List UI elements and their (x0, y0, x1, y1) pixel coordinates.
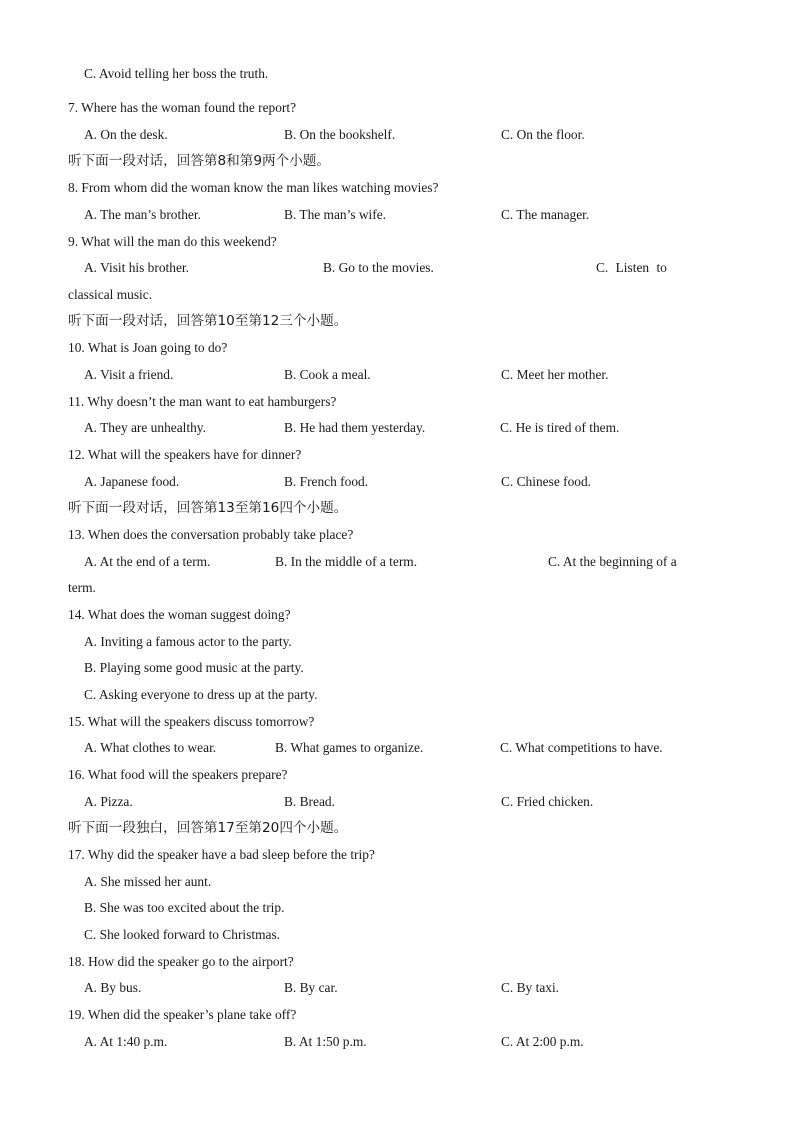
q19-option-c: C. At 2:00 p.m. (501, 1034, 584, 1049)
q13-option-b: B. In the middle of a term. (275, 554, 418, 569)
q9-option-c-wrap: classical music. (68, 287, 153, 302)
q10-option-c: C. Meet her mother. (501, 367, 609, 382)
q7-option-a: A. On the desk. (84, 127, 168, 142)
q16-option-a: A. Pizza. (84, 794, 133, 809)
q9-option-b: B. Go to the movies. (323, 260, 434, 275)
question-11: 11. Why doesn’t the man want to eat hamburgers? (68, 394, 337, 409)
q15-option-a: A. What clothes to wear. (84, 740, 217, 755)
q6-option-c: C. Avoid telling her boss the truth. (84, 66, 269, 81)
q15-option-b: B. What games to organize. (275, 740, 424, 755)
q17-option-b: B. She was too excited about the trip. (84, 900, 285, 915)
q19-option-a: A. At 1:40 p.m. (84, 1034, 168, 1049)
q9-option-a: A. Visit his brother. (84, 260, 189, 275)
question-12: 12. What will the speakers have for dinner? (68, 447, 302, 462)
q15-option-c: C. What competitions to have. (500, 740, 663, 755)
q9-option-c: C. Listen to (596, 260, 667, 275)
q8-option-c: C. The manager. (501, 207, 590, 222)
section-heading-10-12: 听下面一段对话，回答第10至第12三个小题。 (68, 313, 348, 329)
question-14: 14. What does the woman suggest doing? (68, 607, 291, 622)
q16-option-b: B. Bread. (284, 794, 335, 809)
section-heading-17-20: 听下面一段独白，回答第17至第20四个小题。 (68, 820, 348, 836)
q12-option-c: C. Chinese food. (501, 474, 592, 489)
question-19: 19. When did the speaker’s plane take off? (68, 1007, 297, 1022)
q11-option-a: A. They are unhealthy. (84, 420, 206, 435)
q13-option-c-wrap: term. (68, 580, 96, 595)
q18-option-c: C. By taxi. (501, 980, 560, 995)
q7-option-b: B. On the bookshelf. (284, 127, 396, 142)
q11-option-c: C. He is tired of them. (500, 420, 620, 435)
question-7: 7. Where has the woman found the report? (68, 100, 297, 115)
section-heading-13-16: 听下面一段对话，回答第13至第16四个小题。 (68, 500, 348, 516)
q10-option-b: B. Cook a meal. (284, 367, 371, 382)
q17-option-c: C. She looked forward to Christmas. (84, 927, 281, 942)
question-18: 18. How did the speaker go to the airport? (68, 954, 294, 969)
q16-option-c: C. Fried chicken. (501, 794, 594, 809)
section-heading-8-9: 听下面一段对话，回答第8和第9两个小题。 (68, 153, 330, 169)
question-17: 17. Why did the speaker have a bad sleep before the trip? (68, 847, 375, 862)
question-13: 13. When does the conversation probably take place? (68, 527, 354, 542)
q13-option-a: A. At the end of a term. (84, 554, 211, 569)
question-15: 15. What will the speakers discuss tomorrow? (68, 714, 315, 729)
q13-option-c: C. At the beginning of a (548, 554, 677, 569)
q14-option-b: B. Playing some good music at the party. (84, 660, 304, 675)
q8-option-b: B. The man’s wife. (284, 207, 387, 222)
question-9: 9. What will the man do this weekend? (68, 234, 277, 249)
q18-option-b: B. By car. (284, 980, 338, 995)
q10-option-a: A. Visit a friend. (84, 367, 174, 382)
question-8: 8. From whom did the woman know the man likes watching movies? (68, 180, 439, 195)
q19-option-b: B. At 1:50 p.m. (284, 1034, 367, 1049)
q12-option-a: A. Japanese food. (84, 474, 180, 489)
q8-option-a: A. The man’s brother. (84, 207, 201, 222)
question-16: 16. What food will the speakers prepare? (68, 767, 288, 782)
q17-option-a: A. She missed her aunt. (84, 874, 212, 889)
q14-option-c: C. Asking everyone to dress up at the party. (84, 687, 318, 702)
question-10: 10. What is Joan going to do? (68, 340, 228, 355)
q14-option-a: A. Inviting a famous actor to the party. (84, 634, 292, 649)
q12-option-b: B. French food. (284, 474, 369, 489)
q11-option-b: B. He had them yesterday. (284, 420, 426, 435)
q18-option-a: A. By bus. (84, 980, 142, 995)
q7-option-c: C. On the floor. (501, 127, 585, 142)
